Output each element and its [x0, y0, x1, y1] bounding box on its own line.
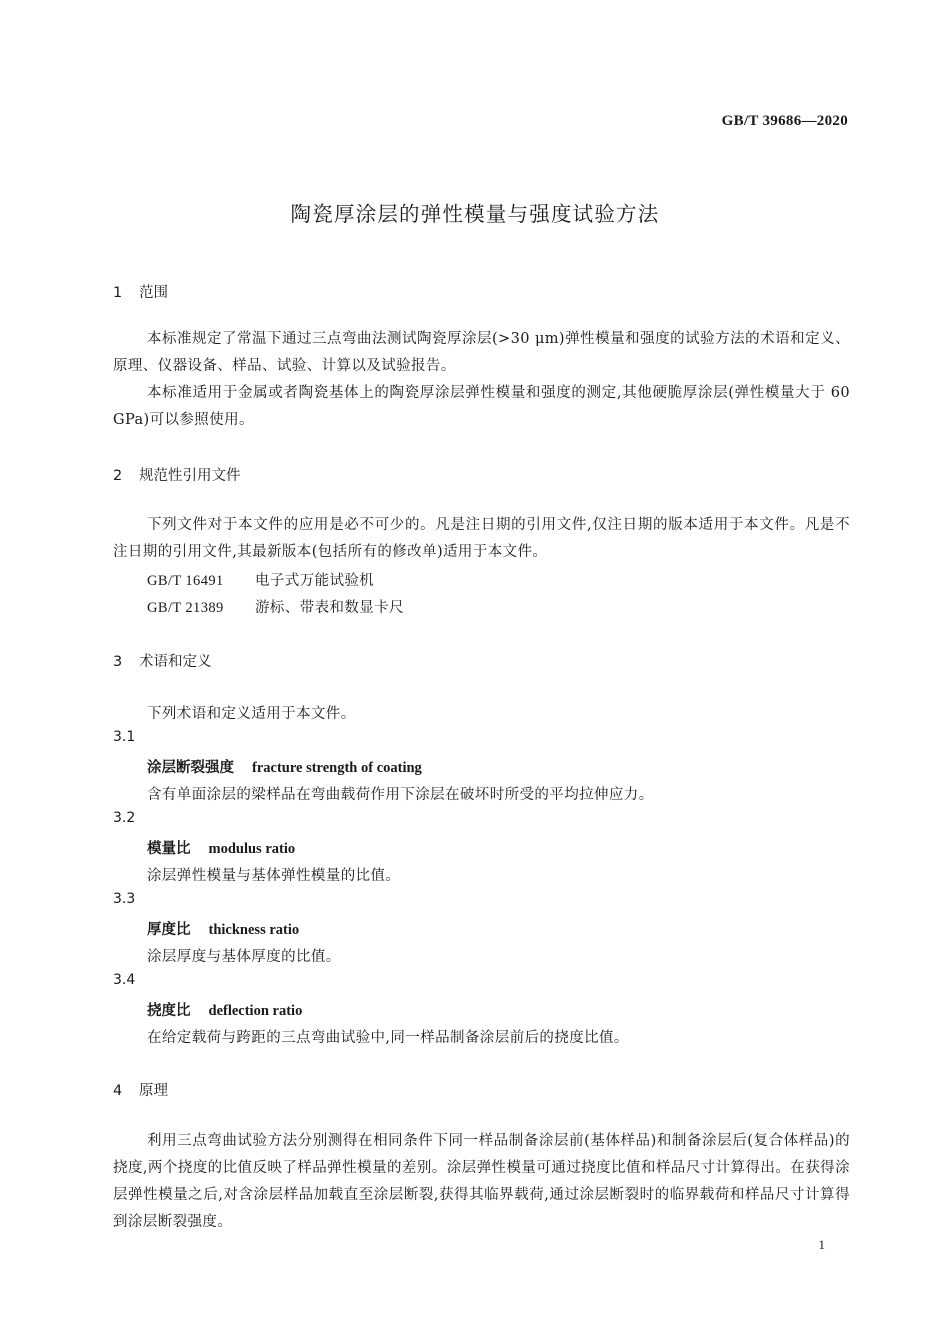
term-number: 3.2: [113, 810, 136, 826]
section-3-intro: 下列术语和定义适用于本文件。: [147, 706, 356, 722]
section-2-paragraph-1: 下列文件对于本文件的应用是必不可少的。凡是注日期的引用文件,仅注日期的版本适用于本文件。凡是不注日期的引用文件,其最新版本(包括所有的修改单)适用于本文件。: [113, 517, 850, 560]
section-number: 1: [113, 285, 123, 301]
reference-name: 游标、带表和数显卡尺: [255, 600, 404, 616]
standard-code: GB/T 39686—2020: [721, 113, 848, 129]
reference-item: [147, 596, 404, 617]
reference-name: 电子式万能试验机: [255, 573, 375, 589]
reference-code: GB/T 16491: [147, 573, 224, 589]
term-zh: 厚度比: [147, 922, 191, 938]
term-en: thickness ratio: [208, 922, 300, 938]
section-3-heading: [113, 650, 212, 671]
term-definition: 含有单面涂层的梁样品在弯曲载荷作用下涂层在破坏时所受的平均拉伸应力。: [147, 787, 654, 803]
term-zh: 涂层断裂强度: [147, 760, 234, 776]
section-4-heading: [113, 1079, 168, 1100]
section-number: 2: [113, 468, 123, 484]
term-en: fracture strength of coating: [252, 760, 422, 776]
term-zh: 挠度比: [147, 1003, 191, 1019]
section-2-heading: [113, 464, 241, 485]
term-heading: [147, 837, 295, 858]
term-zh: 模量比: [147, 841, 191, 857]
term-en: modulus ratio: [208, 841, 296, 857]
term-definition: 涂层弹性模量与基体弹性模量的比值。: [147, 868, 401, 884]
section-title: 原理: [139, 1083, 168, 1099]
page-title: 陶瓷厚涂层的弹性模量与强度试验方法: [290, 202, 660, 226]
page-number: 1: [818, 1237, 825, 1252]
section-1-paragraph-2: 本标准适用于金属或者陶瓷基体上的陶瓷厚涂层弹性模量和强度的测定,其他硬脆厚涂层(弹性模量大于 60 GPa)可以参照使用。: [113, 385, 850, 428]
reference-item: [147, 569, 374, 590]
term-number: 3.3: [113, 891, 136, 907]
term-number: 3.1: [113, 729, 136, 745]
term-heading: [147, 999, 302, 1020]
term-heading: [147, 756, 422, 777]
reference-code: GB/T 21389: [147, 600, 224, 616]
section-title: 范围: [139, 285, 168, 301]
section-title: 术语和定义: [139, 654, 212, 670]
section-title: 规范性引用文件: [139, 468, 241, 484]
section-1-paragraph-1: 本标准规定了常温下通过三点弯曲法测试陶瓷厚涂层(>30 μm)弹性模量和强度的试验方法的术语和定义、原理、仪器设备、样品、试验、计算以及试验报告。: [113, 331, 850, 374]
term-en: deflection ratio: [208, 1003, 303, 1019]
term-heading: [147, 918, 299, 939]
term-number: 3.4: [113, 972, 136, 988]
term-definition: 在给定载荷与跨距的三点弯曲试验中,同一样品制备涂层前后的挠度比值。: [147, 1030, 629, 1046]
term-definition: 涂层厚度与基体厚度的比值。: [147, 949, 341, 965]
section-number: 4: [113, 1083, 123, 1099]
section-4-paragraph-1: 利用三点弯曲试验方法分别测得在相同条件下同一样品制备涂层前(基体样品)和制备涂层后(复合体样品)的挠度,两个挠度的比值反映了样品弹性模量的差别。涂层弹性模量可通过挠度比值和样品尺寸计算得出。在获得涂层弹性模量之后,对含涂层样品加载直至涂层断裂,获得其临界载荷,通过涂层断裂时的临界载荷和样品尺寸计算得到涂层断裂强度。: [113, 1133, 850, 1230]
section-number: 3: [113, 654, 123, 670]
section-1-heading: [113, 281, 168, 302]
